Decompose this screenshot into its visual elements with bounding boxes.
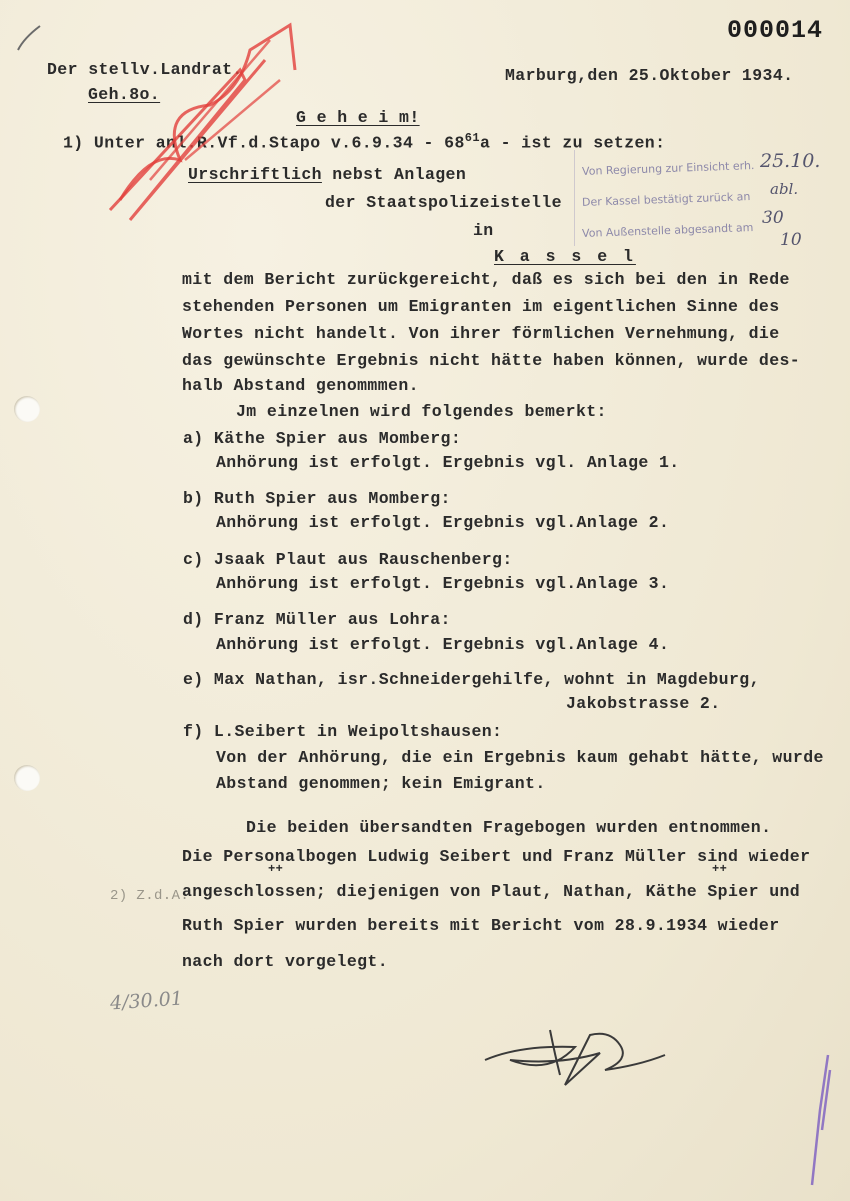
body-line: Wortes nicht handelt. Von ihrer förmlichen Vernehmung, die <box>182 324 780 343</box>
item-detail: Anhörung ist erfolgt. Ergebnis vgl.Anlage 3. <box>216 574 670 593</box>
document-number: 000014 <box>727 16 824 45</box>
address-original: Urschriftlich <box>188 165 322 184</box>
item-detail: Anhörung ist erfolgt. Ergebnis vgl.Anlage 2. <box>216 513 670 532</box>
item-detail: Anhörung ist erfolgt. Ergebnis vgl.Anlage 4. <box>216 635 670 654</box>
receipt-stamp-line: Der Kassel bestätigt zurück an <box>581 190 751 209</box>
office-title: Der stellv.Landrat. <box>47 60 243 79</box>
address-line-3: in <box>473 221 494 240</box>
closing-line: angeschlossen; diejenigen von Plaut, Nathan, Käthe Spier und <box>182 882 801 901</box>
classification-secret: G e h e i m! <box>296 108 420 127</box>
body-line: stehenden Personen um Emigranten im eigentlichen Sinne des <box>182 297 780 316</box>
margin-note-day: 30 <box>762 208 784 228</box>
insertion-mark: ++ <box>712 862 728 876</box>
items-intro: Jm einzelnen wird folgendes bemerkt: <box>236 402 607 421</box>
item-label: d) Franz Müller aus Lohra: <box>183 610 451 629</box>
red-pencil-mark <box>90 10 320 240</box>
item-label: a) Käthe Spier aus Momberg: <box>183 429 462 448</box>
pencil-note: 4/30.01 <box>109 987 184 1015</box>
item-detail: Jakobstrasse 2. <box>566 694 721 713</box>
reference-code: Geh.8o. <box>88 85 161 104</box>
closing-line: Die beiden übersandten Fragebogen wurden entnommen. <box>246 818 772 837</box>
insertion-mark: ++ <box>268 862 284 876</box>
body-line: halb Abstand genommmen. <box>182 376 419 395</box>
address-city: K a s s e l <box>494 247 636 266</box>
punch-hole <box>14 396 40 422</box>
margin-note-abl: abl. <box>770 180 799 198</box>
receipt-stamp-line: Von Außenstelle abgesandt am <box>581 221 754 240</box>
body-line: mit dem Bericht zurückgereicht, daß es sich bei den in Rede <box>182 270 790 289</box>
purple-pencil-mark <box>800 1050 840 1190</box>
punch-hole <box>14 765 40 791</box>
instruction-tail: a - ist zu setzen: <box>479 133 666 153</box>
margin-note-date: 25.10. <box>760 150 821 172</box>
instruction-main: 1) Unter anl.R.Vf.d.Stapo v.6.9.34 - 68 <box>63 133 465 153</box>
instruction-superscript: 61 <box>464 131 480 145</box>
signature <box>480 1015 670 1095</box>
body-line: das gewünschte Ergebnis nicht hätte haben können, wurde des- <box>182 351 801 370</box>
address-line-2: der Staatspolizeistelle <box>325 193 562 212</box>
item-label: b) Ruth Spier aus Momberg: <box>183 489 451 508</box>
item-label: e) Max Nathan, isr.Schneidergehilfe, wohnt in Magdeburg, <box>183 670 760 689</box>
item-detail: Anhörung ist erfolgt. Ergebnis vgl. Anlage 1. <box>216 453 680 472</box>
place-date: Marburg,den 25.Oktober 1934. <box>505 66 794 85</box>
address-enclosures: nebst Anlagen <box>321 165 467 184</box>
stamp-frame <box>574 150 755 246</box>
closing-line: Die Personalbogen Ludwig Seibert und Franz Müller sind wieder <box>182 847 811 866</box>
item-label: c) Jsaak Plaut aus Rauschenberg: <box>183 550 513 569</box>
receipt-stamp-line: Von Regierung zur Einsicht erh. <box>581 158 755 179</box>
closing-line: nach dort vorgelegt. <box>182 952 389 971</box>
item-label: f) L.Seibert in Weipoltshausen: <box>183 722 503 741</box>
item-detail: Abstand genommen; kein Emigrant. <box>216 774 546 793</box>
closing-line: Ruth Spier wurden bereits mit Bericht vom 28.9.1934 wieder <box>182 916 780 935</box>
margin-note-month: 10 <box>780 230 802 250</box>
faint-instruction: 2) Z.d.A. <box>110 888 190 904</box>
item-detail: Von der Anhörung, die ein Ergebnis kaum gehabt hätte, wurde <box>216 748 824 767</box>
corner-pencil-mark <box>10 20 50 60</box>
